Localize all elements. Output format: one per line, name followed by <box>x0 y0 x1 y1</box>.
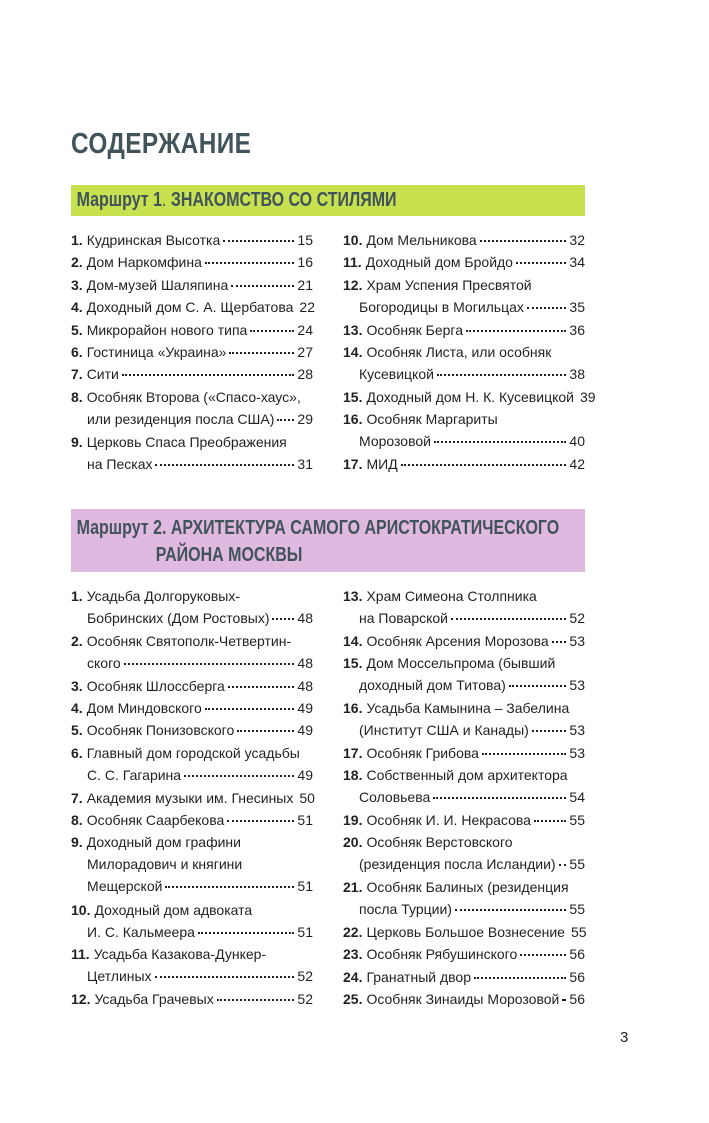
entry-title: Академия музыки им. Гнесиных <box>86 789 294 806</box>
entry-title: ского <box>87 654 121 671</box>
dot-leader <box>451 618 566 620</box>
dot-leader <box>227 820 294 822</box>
entry-title: Особняк Грибова <box>366 744 479 761</box>
entry-title: Храм Симеона Столпника <box>366 588 537 604</box>
entry-title: Гостиница «Украина» <box>86 344 227 360</box>
toc-entry[interactable] <box>71 742 313 786</box>
dot-leader <box>520 954 566 956</box>
entry-title: Дом Миндовского <box>86 700 202 716</box>
entry-title: Особняк Балиных (резиденция <box>366 879 569 896</box>
toc-entry[interactable] <box>343 876 585 920</box>
entry-number: 4. <box>71 700 83 716</box>
entry-title: Микрорайон нового типа <box>86 321 248 338</box>
entry-number: 17. <box>343 456 363 472</box>
entry-title: Особняк Шлоссберга <box>86 677 225 694</box>
entry-page-number: 49 <box>297 722 313 739</box>
dot-leader <box>124 663 295 665</box>
toc-entry[interactable] <box>71 386 313 430</box>
entry-page-number: 55 <box>569 901 585 918</box>
entry-number: 13. <box>343 321 363 338</box>
toc-entry[interactable] <box>343 943 585 965</box>
toc-entry[interactable] <box>71 363 313 385</box>
dot-leader <box>198 932 295 934</box>
toc-entry[interactable] <box>343 809 585 831</box>
dot-leader <box>229 352 294 354</box>
entry-number: 23. <box>343 946 363 963</box>
entry-page-number: 40 <box>569 433 585 450</box>
dot-leader <box>562 999 566 1001</box>
entry-page-number: 48 <box>297 610 313 626</box>
entry-number: 17. <box>343 744 363 761</box>
entry-page-number: 21 <box>297 276 313 293</box>
entry-title: Морозовой <box>359 433 431 450</box>
toc-entry[interactable] <box>343 831 585 875</box>
dot-leader <box>480 240 567 242</box>
entry-number: 20. <box>343 834 363 851</box>
entry-number: 18. <box>343 767 363 784</box>
entry-page-number: 51 <box>297 812 313 828</box>
toc-entry[interactable] <box>71 341 313 363</box>
entry-title: на Песках <box>87 455 153 472</box>
entry-page-number: 22 <box>299 299 315 316</box>
dot-leader <box>205 708 295 710</box>
entry-title: Собственный дом архитектора <box>366 767 568 784</box>
entry-number: 2. <box>71 254 83 271</box>
entry-number: 6. <box>71 344 83 360</box>
entry-title: Мещерской <box>87 878 163 895</box>
dot-leader <box>228 686 295 688</box>
dot-leader <box>155 976 295 978</box>
toc-entry[interactable] <box>71 809 313 831</box>
entry-number: 15. <box>343 655 363 672</box>
entry-number: 7. <box>71 789 83 806</box>
toc-entry[interactable] <box>71 831 313 897</box>
entry-title: Особняк Зинаиды Морозовой <box>366 991 560 1008</box>
entry-title: Доходный дом С. А. Щербатова <box>86 299 294 316</box>
entry-page-number: 42 <box>569 456 585 472</box>
entry-title: Цетлиных <box>87 968 152 985</box>
toc-entry[interactable] <box>343 630 585 652</box>
entry-number: 3. <box>71 276 83 293</box>
entry-page-number: 38 <box>569 366 585 382</box>
entry-title: Особняк Понизовского <box>86 722 235 739</box>
entry-title: Сити <box>86 366 119 383</box>
toc-entry[interactable] <box>71 630 313 674</box>
entry-title: Храм Успения Пресвятой <box>366 276 532 293</box>
entry-number: 6. <box>71 744 83 761</box>
dot-leader <box>250 330 294 332</box>
entry-number: 24. <box>343 968 363 985</box>
entry-title: Доходный дом Бройдо <box>365 254 513 271</box>
toc-entry[interactable] <box>71 787 313 809</box>
route-2-title-line-2: РАЙОНА МОСКВЫ <box>155 544 303 566</box>
dot-leader <box>223 240 294 242</box>
entry-page-number: 50 <box>299 789 315 806</box>
toc-entry[interactable] <box>71 697 313 719</box>
entry-number: 7. <box>71 366 83 383</box>
entry-number: 15. <box>343 388 363 405</box>
entry-number: 16. <box>343 411 363 428</box>
entry-number: 5. <box>71 321 83 338</box>
entry-title: Особняк Арсения Морозова <box>366 632 549 649</box>
entry-page-number: 15 <box>297 232 313 248</box>
entry-title: Особняк Святополк-Четвертин- <box>86 632 292 649</box>
entry-title: Дом Мельникова <box>366 232 477 248</box>
toc-entry[interactable] <box>71 274 313 296</box>
toc-entry[interactable] <box>71 251 313 273</box>
entry-title: Главный дом городской усадьбы <box>86 744 300 761</box>
entry-title: Усадьба Камынина – Забелина <box>366 700 570 716</box>
entry-title: Дом Моссельпрома (бывший <box>366 655 556 672</box>
entry-number: 11. <box>343 254 362 271</box>
entry-page-number: 51 <box>297 923 313 940</box>
entry-title: Церковь Большое Вознесение <box>366 924 565 940</box>
entry-title: Гранатный двор <box>366 968 471 985</box>
dot-leader <box>559 864 567 866</box>
entry-number: 14. <box>343 344 363 360</box>
route-1-prefix: Маршрут 1 <box>76 189 162 211</box>
entry-number: 5. <box>71 722 83 739</box>
entry-title: (Институт США и Канады) <box>359 722 529 738</box>
entry-page-number: 24 <box>297 321 313 338</box>
dot-leader <box>205 262 295 264</box>
entry-page-number: 36 <box>569 321 585 338</box>
entry-page-number: 52 <box>297 968 313 985</box>
entry-number: 8. <box>71 812 83 828</box>
entry-title: Особняк Листа, или особняк <box>366 344 552 360</box>
toc-entry[interactable] <box>343 229 585 251</box>
entry-number: 8. <box>71 388 83 405</box>
entry-title: Особняк Рябушинского <box>366 946 518 963</box>
dot-leader <box>474 977 566 979</box>
dot-leader <box>509 685 567 687</box>
entry-title: Усадьба Казакова-Дункер- <box>93 946 267 963</box>
route-1-heading <box>71 185 585 216</box>
toc-entry[interactable] <box>343 453 585 475</box>
entry-number: 10. <box>71 901 91 918</box>
dot-leader <box>482 753 567 755</box>
entry-page-number: 55 <box>569 812 585 828</box>
entry-number: 1. <box>71 232 83 248</box>
entry-page-number: 49 <box>297 700 313 716</box>
entry-page-number: 52 <box>297 991 313 1008</box>
entry-title: Особняк Берга <box>366 321 463 338</box>
dot-leader <box>122 374 295 376</box>
dot-leader <box>277 419 294 421</box>
toc-entry[interactable] <box>343 251 585 273</box>
toc-entry[interactable] <box>343 274 585 318</box>
page-title: СОДЕРЖАНИЕ <box>71 128 252 160</box>
entry-number: 12. <box>71 991 91 1008</box>
toc-entry[interactable] <box>343 764 585 808</box>
dot-leader <box>532 730 567 732</box>
entry-page-number: 55 <box>569 856 585 873</box>
route-1-dot: . <box>161 189 167 211</box>
toc-entry[interactable] <box>343 697 585 741</box>
entry-title: Особняк И. И. Некрасова <box>366 812 531 828</box>
entry-number: 4. <box>71 299 83 316</box>
dot-leader <box>434 441 566 443</box>
toc-entry[interactable] <box>343 386 596 408</box>
entry-number: 11. <box>71 946 90 963</box>
toc-entry[interactable] <box>343 988 585 1010</box>
toc-entry[interactable] <box>71 675 313 697</box>
toc-entry[interactable] <box>71 943 313 987</box>
dot-leader <box>272 618 294 620</box>
entry-title: Милорадович и княгини <box>87 856 243 873</box>
entry-page-number: 48 <box>297 677 313 694</box>
dot-leader <box>534 820 566 822</box>
entry-number: 21. <box>343 879 363 896</box>
toc-entry[interactable] <box>343 341 585 385</box>
entry-number: 12. <box>343 276 363 293</box>
entry-page-number: 16 <box>297 254 313 271</box>
toc-entry[interactable] <box>343 921 585 943</box>
entry-page-number: 48 <box>297 654 313 671</box>
dot-leader <box>433 797 566 799</box>
toc-entry[interactable] <box>71 585 313 629</box>
entry-page-number: 55 <box>570 924 587 940</box>
entry-title: Особняк Второва («Спасо-хаус», <box>86 388 301 405</box>
toc-entry[interactable] <box>71 319 313 341</box>
dot-leader <box>466 330 566 332</box>
dot-leader <box>237 730 294 732</box>
entry-title: посла Турции) <box>359 901 452 918</box>
entry-title: Усадьба Долгоруковых- <box>86 588 240 604</box>
entry-page-number: 34 <box>569 254 585 271</box>
entry-title: Церковь Спаса Преображения <box>86 433 287 450</box>
toc-entry[interactable] <box>343 652 585 696</box>
entry-title: Кусевицкой <box>359 366 434 382</box>
entry-number: 9. <box>71 433 83 450</box>
entry-page-number: 54 <box>569 789 585 806</box>
toc-entry[interactable] <box>71 431 313 475</box>
page-number: 3 <box>620 1029 629 1046</box>
entry-page-number: 49 <box>297 766 313 783</box>
entry-title: Дом Наркомфина <box>86 254 202 271</box>
entry-number: 14. <box>343 632 363 649</box>
route-2-heading <box>71 509 585 572</box>
entry-title: Дом-музей Шаляпина <box>86 276 229 293</box>
entry-title: Кудринская Высотка <box>86 232 221 248</box>
entry-title: Доходный дом адвоката <box>94 901 253 918</box>
entry-title: И. С. Кальмеера <box>87 923 195 940</box>
entry-title: Особняк Верстовского <box>366 834 513 851</box>
entry-number: 2. <box>71 632 83 649</box>
entry-title: Доходный дом Н. К. Кусевицкой <box>366 388 574 405</box>
toc-entry[interactable] <box>71 988 313 1010</box>
dot-leader <box>184 775 294 777</box>
toc-entry[interactable] <box>343 585 585 629</box>
entry-title: Соловьева <box>359 789 431 806</box>
toc-entry[interactable] <box>71 296 313 318</box>
entry-number: 13. <box>343 588 363 604</box>
dot-leader <box>437 374 566 376</box>
entry-number: 25. <box>343 991 363 1008</box>
entry-title: Бобринских (Дом Ростовых) <box>87 610 270 626</box>
entry-title: С. С. Гагарина <box>87 766 182 783</box>
toc-entry[interactable] <box>343 966 585 988</box>
entry-title: Усадьба Грачевых <box>94 991 214 1008</box>
entry-number: 1. <box>71 588 83 604</box>
entry-number: 10. <box>343 232 363 248</box>
entry-title: доходный дом Титова) <box>359 677 506 694</box>
dot-leader <box>516 262 566 264</box>
entry-page-number: 53 <box>569 632 585 649</box>
entry-page-number: 27 <box>297 344 313 360</box>
dot-leader <box>155 464 294 466</box>
toc-entry[interactable] <box>343 742 585 764</box>
entry-page-number: 56 <box>569 991 585 1008</box>
dot-leader <box>165 886 294 888</box>
route-2-title-line-1: Маршрут 2. АРХИТЕКТУРА САМОГО АРИСТОКРАТИЧЕСКОГО <box>76 517 560 539</box>
dot-leader <box>401 464 567 466</box>
toc-entry[interactable] <box>71 899 313 943</box>
dot-leader <box>527 307 567 309</box>
dot-leader <box>217 999 295 1001</box>
toc-entry[interactable] <box>71 719 313 741</box>
dot-leader <box>231 285 294 287</box>
entry-title: на Поварской <box>359 610 448 626</box>
entry-title: Богородицы в Могильцах <box>359 298 524 315</box>
entry-page-number: 32 <box>569 232 585 248</box>
entry-title: МИД <box>366 456 398 472</box>
entry-number: 19. <box>343 812 363 828</box>
entry-page-number: 29 <box>297 410 313 427</box>
entry-number: 9. <box>71 834 83 851</box>
toc-entry[interactable] <box>343 319 585 341</box>
toc-entry[interactable] <box>343 408 585 452</box>
entry-number: 16. <box>343 700 363 716</box>
entry-page-number: 51 <box>297 878 313 895</box>
entry-title: Особняк Маргариты <box>366 411 498 428</box>
entry-page-number: 53 <box>569 677 585 694</box>
entry-page-number: 39 <box>579 388 596 405</box>
entry-page-number: 53 <box>569 744 585 761</box>
entry-page-number: 28 <box>297 366 313 383</box>
dot-leader <box>455 909 566 911</box>
toc-entry[interactable] <box>71 229 313 251</box>
entry-title: Доходный дом графини <box>86 834 241 851</box>
entry-title: или резиденция посла США) <box>87 410 275 427</box>
entry-title: (резиденция посла Исландии) <box>359 856 556 873</box>
entry-page-number: 52 <box>569 610 585 626</box>
entry-title: Особняк Саарбекова <box>86 812 225 828</box>
entry-number: 3. <box>71 677 83 694</box>
entry-number: 22. <box>343 924 363 940</box>
entry-page-number: 35 <box>569 298 585 315</box>
route-1-title: ЗНАКОМСТВО СО СТИЛЯМИ <box>166 189 397 211</box>
entry-page-number: 31 <box>297 455 313 472</box>
entry-page-number: 53 <box>569 722 585 738</box>
entry-page-number: 56 <box>569 946 585 963</box>
dot-leader <box>552 641 567 643</box>
entry-page-number: 56 <box>569 968 585 985</box>
